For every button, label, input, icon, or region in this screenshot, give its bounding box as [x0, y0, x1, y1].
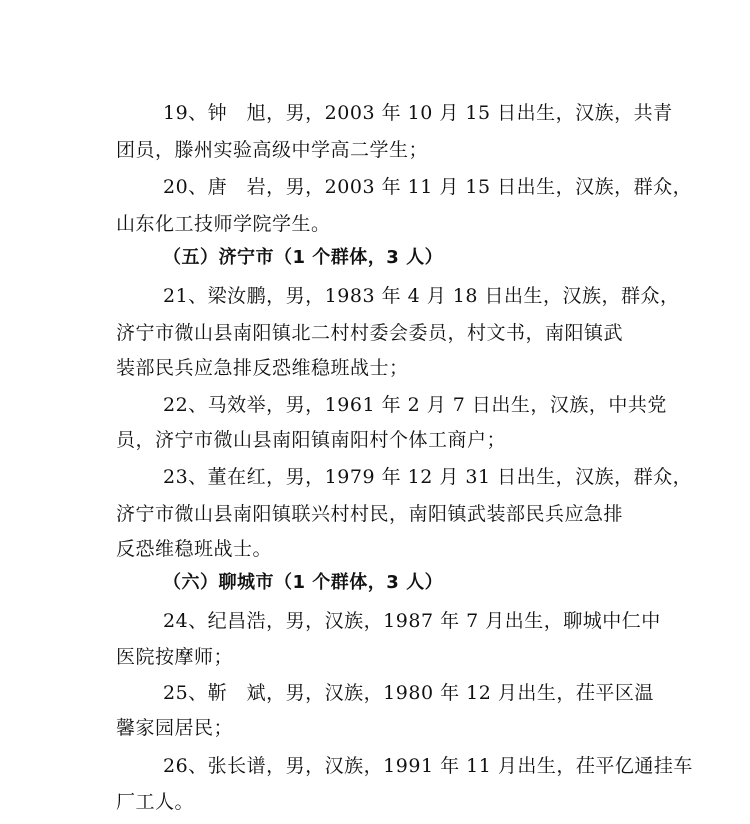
- entry-24-line-1: 24、纪昌浩，男，汉族，1987 年 7 月出生，聊城中仁中: [163, 610, 661, 632]
- entry-25-line-2: 馨家园居民；: [116, 717, 234, 739]
- entry-19-line-2: 团员，滕州实验高级中学高二学生；: [116, 139, 429, 161]
- entry-21-line-2: 济宁市微山县南阳镇北二村村委会委员，村文书，南阳镇武: [116, 322, 624, 344]
- section-heading-jining: （五）济宁市（1 个群体，3 人）: [163, 247, 444, 268]
- entry-23-line-2: 济宁市微山县南阳镇联兴村村民，南阳镇武装部民兵应急排: [116, 503, 624, 525]
- entry-26-line-2: 厂工人。: [116, 791, 195, 813]
- entry-24-line-2: 医院按摩师；: [116, 646, 234, 668]
- entry-19-line-1: 19、钟 旭，男，2003 年 10 月 15 日出生，汉族，共青: [163, 102, 673, 124]
- entry-20-line-1: 20、唐 岩，男，2003 年 11 月 15 日出生，汉族，群众，: [163, 176, 693, 198]
- entry-26-line-1: 26、张长谱，男，汉族，1991 年 11 月出生，茌平亿通挂车: [163, 755, 693, 777]
- entry-25-line-1: 25、靳 斌，男，汉族，1980 年 12 月出生，茌平区温: [163, 682, 654, 704]
- entry-21-line-3: 装部民兵应急排反恐维稳班战士；: [116, 357, 409, 379]
- entry-22-line-1: 22、马效举，男，1961 年 2 月 7 日出生，汉族，中共党: [163, 394, 667, 416]
- section-heading-liaocheng: （六）聊城市（1 个群体，3 人）: [163, 572, 444, 593]
- entry-23-line-3: 反恐维稳班战士。: [116, 538, 273, 560]
- entry-22-line-2: 员，济宁市微山县南阳镇南阳村个体工商户；: [116, 429, 507, 451]
- entry-23-line-1: 23、董在红，男，1979 年 12 月 31 日出生，汉族，群众，: [163, 466, 693, 488]
- entry-20-line-2: 山东化工技师学院学生。: [116, 213, 331, 235]
- entry-21-line-1: 21、梁汝鹏，男，1983 年 4 月 18 日出生，汉族，群众，: [163, 285, 680, 307]
